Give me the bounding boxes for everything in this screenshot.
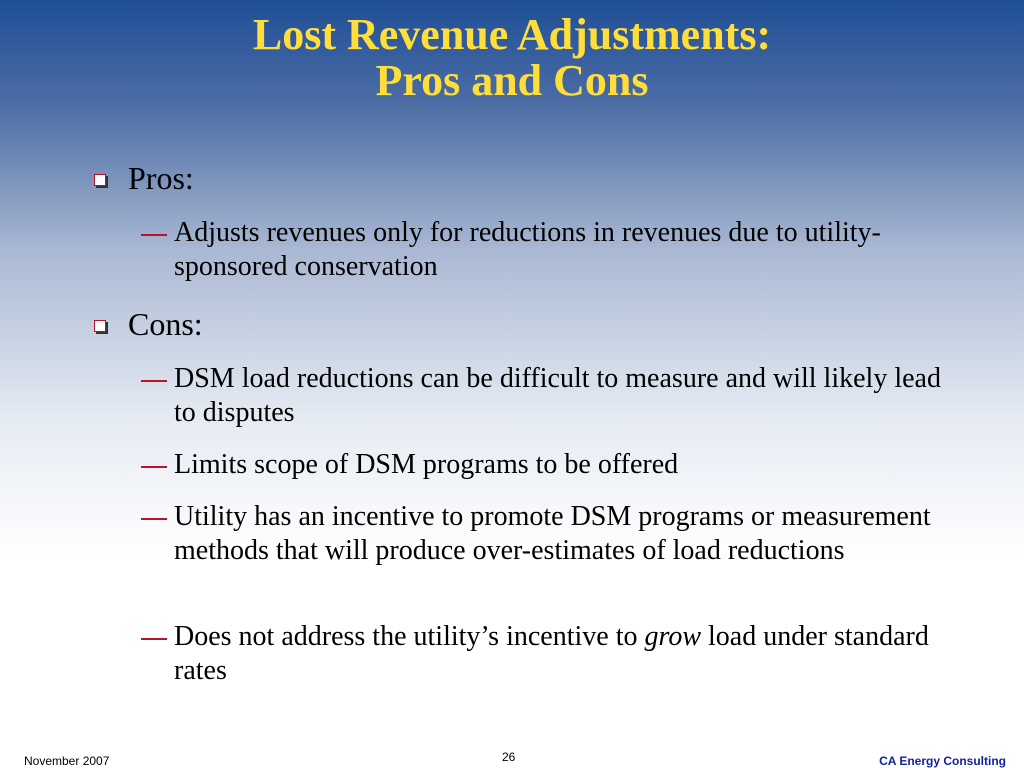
title-line-2: Pros and Cons: [375, 56, 649, 105]
dash-bullet-icon: [141, 638, 167, 640]
dash-bullet-icon: [141, 466, 167, 468]
cons-item-emphasis: grow: [644, 621, 702, 652]
cons-item: Utility has an incentive to promote DSM programs or measurement methods that will produce over-estimates of load reductions: [174, 500, 944, 568]
title-line-1: Lost Revenue Adjustments:: [252, 10, 772, 59]
page-number: 26: [502, 750, 516, 764]
cons-item: Limits scope of DSM programs to be offered: [174, 448, 944, 482]
footer-organization: CA Energy Consulting: [879, 754, 1006, 768]
cons-item-text-after: load under standard rates: [174, 621, 929, 686]
pros-heading: Pros:: [128, 160, 194, 196]
cons-item-text-before: Does not address the utility’s incentive to: [174, 621, 645, 652]
pros-item: Adjusts revenues only for reductions in revenues due to utility-sponsored conservation: [174, 216, 944, 284]
dash-bullet-icon: [141, 380, 167, 382]
cons-heading: Cons:: [128, 306, 203, 342]
slide-title: [0, 12, 1024, 104]
dash-bullet-icon: [141, 518, 167, 520]
footer-date: November 2007: [24, 754, 110, 768]
cons-item: DSM load reductions can be difficult to measure and will likely lead to disputes: [174, 362, 944, 430]
cons-item: [174, 620, 944, 688]
checkbox-bullet-icon: [94, 174, 106, 186]
dash-bullet-icon: [141, 234, 167, 236]
checkbox-bullet-icon: [94, 320, 106, 332]
